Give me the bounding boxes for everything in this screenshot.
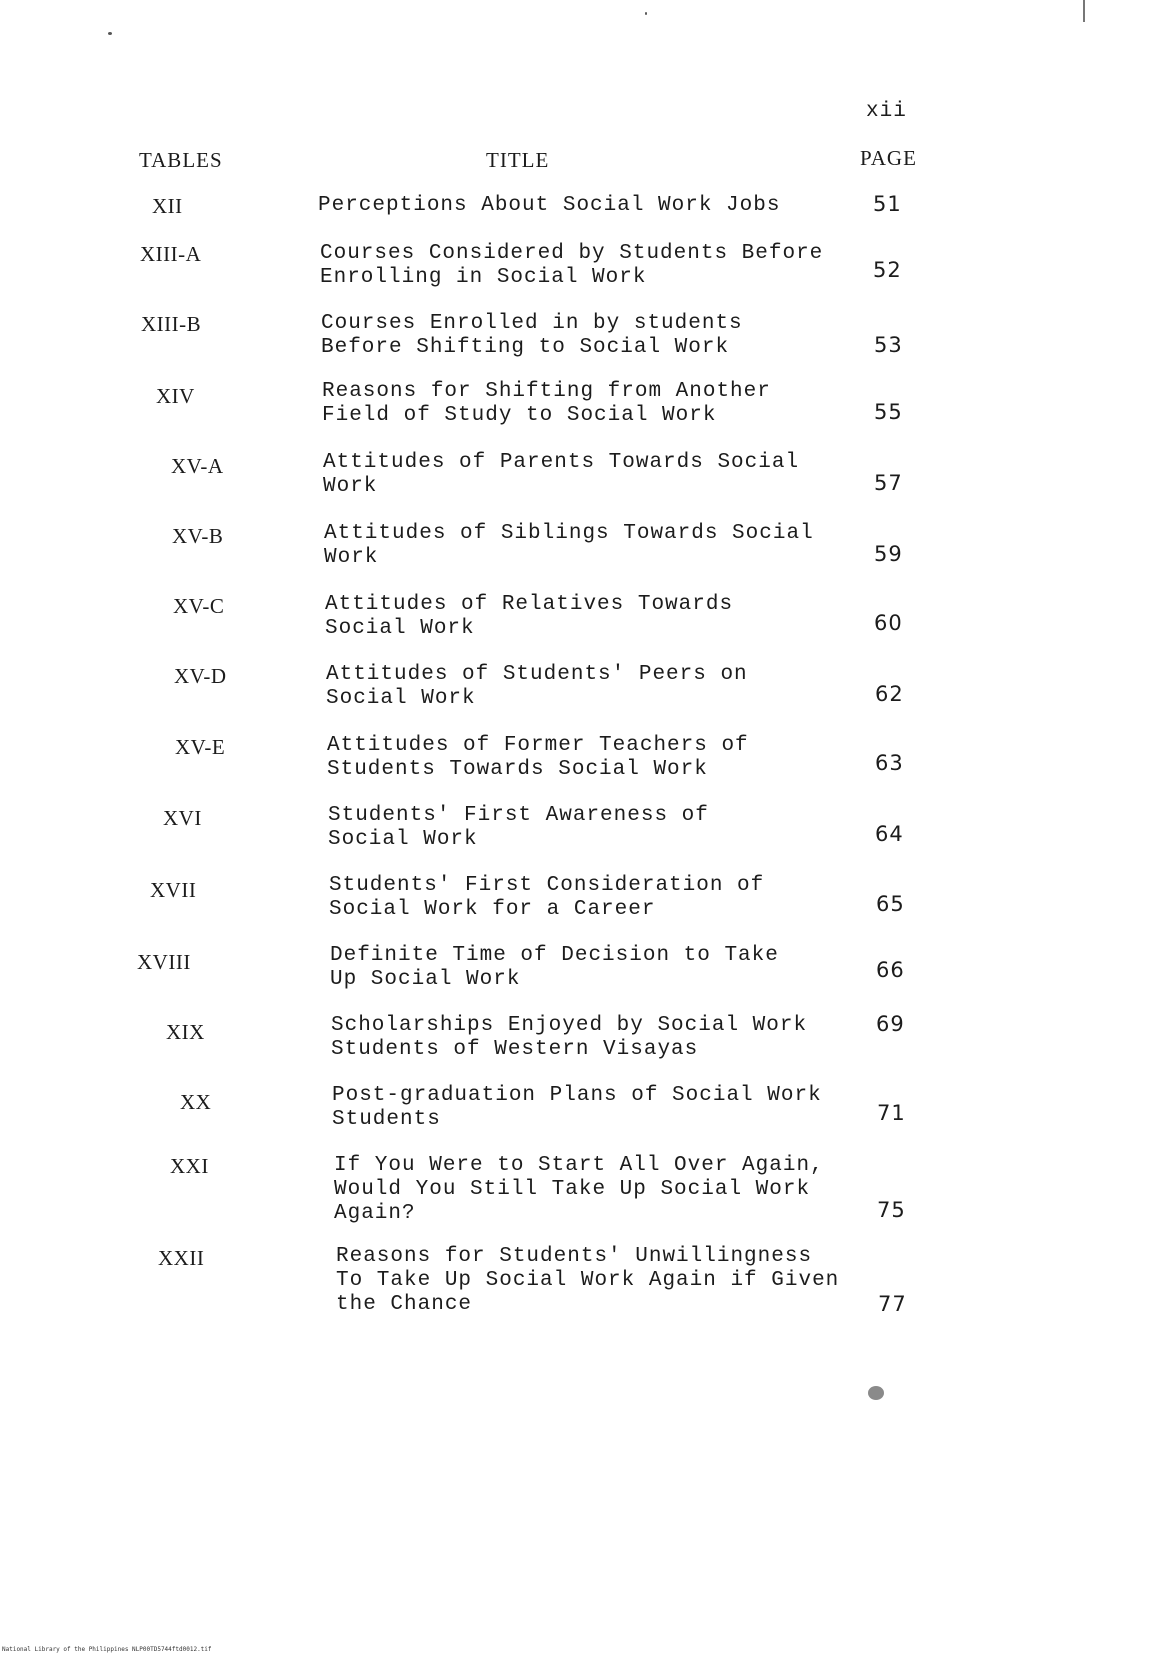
table-number: XV-D: [174, 664, 227, 688]
table-number: XV-C: [173, 594, 225, 618]
table-number: XV-B: [172, 524, 224, 548]
table-title: Attitudes of Relatives Towards Social Work: [325, 593, 734, 640]
scan-footer: National Library of the Philippines NLP00TD5744ftd0012.tif: [2, 1646, 212, 1653]
page-ref: 51: [873, 192, 902, 216]
table-number: XX: [180, 1090, 212, 1114]
table-title: If You Were to Start All Over Again, Would You Still Take Up Social Work Again?: [334, 1154, 824, 1225]
table-number: XIII-A: [140, 242, 202, 266]
table-number: XVI: [163, 806, 202, 830]
table-title: Perceptions About Social Work Jobs: [318, 194, 781, 217]
table-title: Definite Time of Decision to Take Up Social Work: [330, 944, 779, 991]
page-ref: 53: [874, 333, 903, 357]
page-ref: 59: [874, 542, 903, 566]
table-title: Attitudes of Parents Towards Social Work: [323, 451, 800, 498]
table-title: Attitudes of Former Teachers of Students Towards Social Work: [327, 734, 749, 781]
table-number: XV-E: [175, 735, 226, 759]
table-number: XII: [152, 194, 183, 218]
table-title: Students' First Consideration of Social Work for a Career: [329, 874, 765, 921]
table-title: Scholarships Enjoyed by Social Work Students of Western Visayas: [331, 1014, 808, 1061]
page-ref: 52: [873, 258, 902, 282]
header-title: TITLE: [486, 148, 550, 172]
page-ref: 65: [876, 892, 905, 916]
scan-speck: [645, 12, 647, 15]
table-number: XIII-B: [141, 312, 202, 336]
table-title: Reasons for Students' Unwillingness To Take Up Social Work Again if Given the Chance: [336, 1245, 840, 1316]
table-number: XIV: [156, 384, 195, 408]
table-number: XXII: [158, 1246, 205, 1270]
table-title: Attitudes of Students' Peers on Social Work: [326, 663, 748, 710]
page-ref: 60: [874, 611, 903, 635]
table-number: XVIII: [137, 950, 191, 974]
page-ref: 62: [875, 682, 904, 706]
table-title: Attitudes of Siblings Towards Social Work: [324, 522, 814, 569]
table-title: Students' First Awareness of Social Work: [328, 804, 709, 851]
page-ref: 69: [876, 1012, 905, 1036]
table-number: XIX: [166, 1020, 205, 1044]
scan-smudge: [868, 1386, 884, 1400]
page-ref: 63: [875, 751, 904, 775]
page-number: xii: [866, 100, 907, 123]
page-ref: 64: [875, 822, 904, 846]
table-title: Reasons for Shifting from Another Field of Study to Social Work: [322, 380, 771, 427]
header-tables: TABLES: [139, 148, 223, 172]
page-ref: 75: [877, 1198, 906, 1222]
page-ref: 71: [877, 1101, 906, 1125]
table-title: Courses Enrolled in by students Before Shifting to Social Work: [321, 312, 743, 359]
table-title: Courses Considered by Students Before Enrolling in Social Work: [320, 242, 824, 289]
table-number: XVII: [150, 878, 197, 902]
page-ref: 57: [874, 471, 903, 495]
page-ref: 66: [876, 958, 905, 982]
table-number: XXI: [170, 1154, 209, 1178]
page-ref: 77: [878, 1292, 907, 1316]
header-page: PAGE: [860, 146, 917, 170]
table-number: XV-A: [171, 454, 224, 478]
table-title: Post-graduation Plans of Social Work Students: [332, 1084, 822, 1131]
page-ref: 55: [874, 400, 903, 424]
scan-speck: [108, 32, 112, 35]
scan-edge-mark: [1083, 0, 1085, 22]
